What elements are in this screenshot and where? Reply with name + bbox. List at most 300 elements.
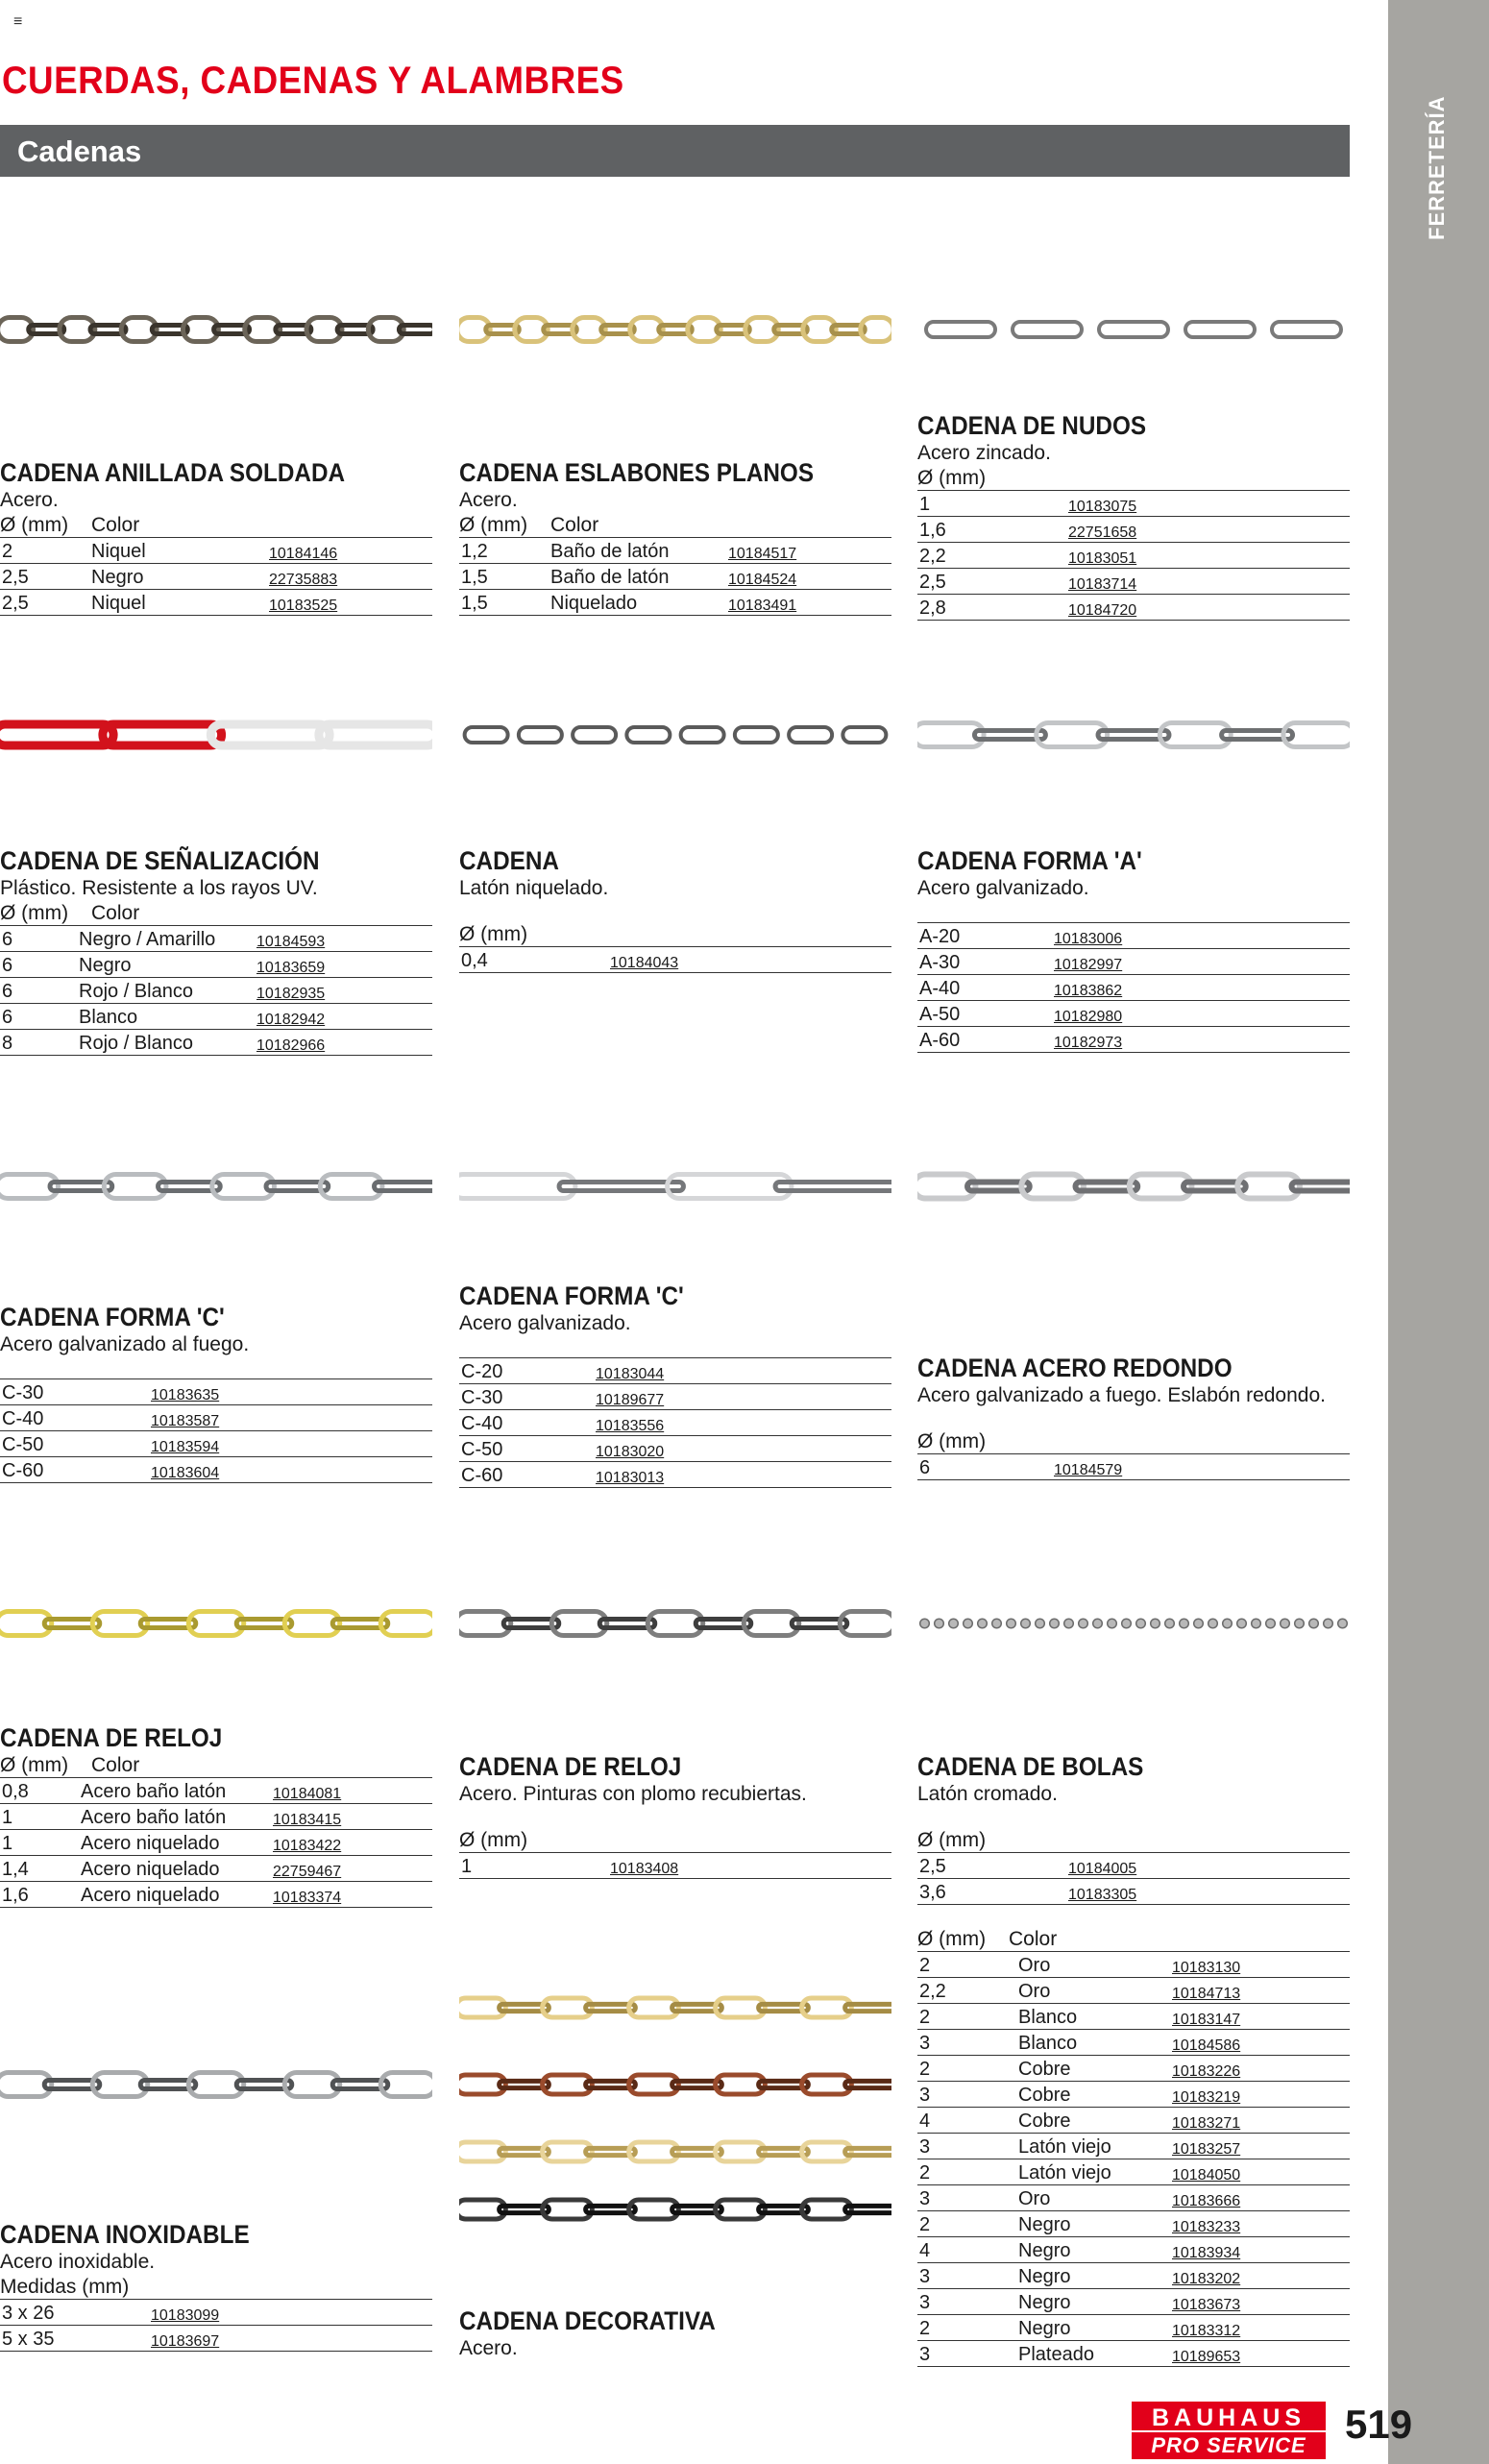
article-code: 10183051 — [1066, 543, 1350, 569]
product-table — [917, 1453, 1350, 1480]
menu-icon[interactable]: ≡ — [13, 13, 23, 30]
table-header-cell: Ø (mm) — [459, 923, 528, 945]
table-cell: Oro — [1016, 1978, 1170, 2004]
chain-link — [1266, 1619, 1276, 1628]
chain-link — [935, 1619, 944, 1628]
table-row — [917, 949, 1350, 975]
table-cell: 1 — [917, 491, 1066, 517]
table-cell: 2 — [0, 538, 89, 564]
table-row — [917, 491, 1350, 517]
table-row — [0, 1804, 432, 1830]
table-cell: Blanco — [1016, 2030, 1170, 2056]
product-block — [0, 2219, 432, 2352]
table-row — [0, 2300, 432, 2326]
table-cell: Acero niquelado — [79, 1882, 271, 1908]
table-cell: Negro — [1016, 2289, 1170, 2315]
article-code: 10183666 — [1170, 2185, 1350, 2211]
table-row — [917, 1879, 1350, 1905]
table-cell: Negro — [1016, 2237, 1170, 2263]
table-cell: Latón viejo — [1016, 2159, 1170, 2185]
chain-link — [1252, 1619, 1261, 1628]
table-cell: 3 — [917, 2185, 1016, 2211]
table-header-cell: Ø (mm) — [917, 1829, 987, 1851]
chain-image-reloj-pintada — [459, 1599, 891, 1647]
article-code: 10182942 — [255, 1004, 432, 1030]
article-code: 10184586 — [1170, 2030, 1350, 2056]
product-description: Acero galvanizado al fuego. — [0, 1333, 250, 1355]
table-row — [0, 564, 432, 590]
table-row — [0, 978, 432, 1004]
product-title: CADENA DE SEÑALIZACIÓN — [0, 846, 320, 875]
chain-link — [1165, 1619, 1175, 1628]
table-row — [0, 1431, 432, 1457]
table-cell: Cobre — [1016, 2108, 1170, 2134]
product-block — [0, 1302, 432, 1483]
table-cell: 1,6 — [0, 1882, 79, 1908]
product-block — [459, 845, 891, 973]
table-cell: 2 — [917, 1952, 1016, 1978]
product-block — [917, 1353, 1350, 1480]
product-description: Plástico. Resistente a los rayos UV. — [0, 877, 318, 899]
table-row — [459, 1462, 891, 1488]
table-cell: Oro — [1016, 2185, 1170, 2211]
spacer — [459, 1807, 891, 1828]
table-cell: 8 — [0, 1030, 77, 1056]
table-row — [917, 2237, 1350, 2263]
article-code: 10182966 — [255, 1030, 432, 1056]
table-cell: 1,5 — [459, 564, 549, 590]
table-cell: 1,4 — [0, 1856, 79, 1882]
chain-graphic — [459, 1599, 891, 1647]
spacer — [917, 1408, 1350, 1429]
chain-image-forma-a — [917, 711, 1350, 759]
product-block — [0, 845, 432, 1056]
table-cell: 2,5 — [917, 569, 1066, 595]
table-cell: C-20 — [459, 1358, 594, 1384]
article-code: 10189653 — [1170, 2341, 1350, 2367]
chain-link — [1122, 1619, 1132, 1628]
table-cell: A-50 — [917, 1001, 1052, 1027]
article-code: 10184005 — [1066, 1853, 1350, 1879]
article-code: 10182980 — [1052, 1001, 1350, 1027]
chain-link — [1036, 1619, 1045, 1628]
chain-link — [681, 727, 724, 743]
chain-graphic — [917, 1162, 1350, 1210]
table-cell: 3 x 26 — [0, 2300, 149, 2326]
table-header — [917, 1429, 1350, 1453]
product-block — [459, 1281, 891, 1488]
product-description: Acero galvanizado a fuego. Eslabón redondo. — [917, 1384, 1326, 1406]
table-row — [0, 1030, 432, 1056]
table-cell: Latón viejo — [1016, 2134, 1170, 2159]
table-row — [917, 2263, 1350, 2289]
product-title: CADENA INOXIDABLE — [0, 2220, 250, 2249]
table-row — [917, 1001, 1350, 1027]
article-code: 10183374 — [271, 1882, 432, 1908]
article-code: 10184720 — [1066, 595, 1350, 621]
article-code: 22751658 — [1066, 517, 1350, 543]
table-cell: 3 — [917, 2082, 1016, 2108]
article-code: 10189677 — [594, 1384, 891, 1410]
chain-link — [103, 724, 222, 745]
product-description: Acero. Pinturas con plomo recubiertas. — [459, 1783, 807, 1805]
product-title: CADENA — [459, 846, 559, 875]
table-header-cell: Color — [550, 514, 599, 536]
article-code: 10183233 — [1170, 2211, 1350, 2237]
table-header — [917, 1828, 1350, 1852]
table-row — [459, 1853, 891, 1879]
table-cell: Acero niquelado — [79, 1856, 271, 1882]
chain-link — [1208, 1619, 1218, 1628]
table-row — [0, 952, 432, 978]
table-header-cell: Ø (mm) — [459, 514, 528, 536]
table-cell: 3 — [917, 2341, 1016, 2367]
article-code: 10183862 — [1052, 975, 1350, 1001]
chain-link — [519, 727, 562, 743]
article-code: 10183147 — [1170, 2004, 1350, 2030]
table-header — [459, 1828, 891, 1852]
table-row — [459, 1410, 891, 1436]
table-cell: 6 — [0, 952, 77, 978]
table-cell: 5 x 35 — [0, 2326, 149, 2352]
chain-link — [926, 322, 995, 337]
table-header-cell: Ø (mm) — [917, 467, 987, 489]
table-cell: Niquelado — [549, 590, 726, 616]
table-cell: 6 — [0, 926, 77, 952]
article-code: 10183312 — [1170, 2315, 1350, 2341]
chain-link — [0, 724, 113, 745]
chain-image-eslabones-planos — [459, 305, 891, 354]
article-code: 10183525 — [267, 590, 432, 616]
table-cell: 1 — [0, 1830, 79, 1856]
table-row — [0, 1457, 432, 1483]
chain-link — [1237, 1619, 1247, 1628]
table-row — [917, 2134, 1350, 2159]
chain-link — [735, 727, 778, 743]
article-code: 10184593 — [255, 926, 432, 952]
spacer — [917, 901, 1350, 922]
chain-link — [319, 724, 432, 745]
product-table — [0, 925, 432, 1056]
chain-link — [1050, 1619, 1060, 1628]
chain-link — [1099, 322, 1168, 337]
table-row — [459, 538, 891, 564]
table-cell: Negro — [89, 564, 267, 590]
table-header-cell: Ø (mm) — [917, 1928, 987, 1950]
article-code: 10182997 — [1052, 949, 1350, 975]
chain-graphic — [917, 1599, 1350, 1647]
table-header-cell: Ø (mm) — [917, 1430, 987, 1452]
table-header — [459, 513, 891, 537]
table-cell: Negro — [1016, 2211, 1170, 2237]
chain-link — [920, 1619, 930, 1628]
table-row — [917, 2211, 1350, 2237]
article-code: 10184081 — [271, 1778, 432, 1804]
article-code: 10183408 — [608, 1853, 891, 1879]
table-row — [459, 1384, 891, 1410]
chain-graphic — [459, 2133, 891, 2171]
product-title: CADENA DE RELOJ — [0, 1723, 223, 1752]
spacer — [459, 901, 891, 922]
table-row — [459, 1358, 891, 1384]
product-table — [459, 1852, 891, 1879]
article-code: 10183202 — [1170, 2263, 1350, 2289]
chain-link — [1180, 1619, 1189, 1628]
chain-link — [1272, 322, 1341, 337]
chain-link — [1093, 1619, 1103, 1628]
product-title: CADENA DE RELOJ — [459, 1752, 682, 1781]
product-table — [917, 490, 1350, 621]
table-header — [917, 1927, 1350, 1951]
product-table — [917, 922, 1350, 1053]
table-cell: Cobre — [1016, 2056, 1170, 2082]
product-title: CADENA FORMA 'C' — [0, 1303, 225, 1331]
table-row — [459, 947, 891, 973]
article-code: 10183305 — [1066, 1879, 1350, 1905]
table-cell: C-50 — [0, 1431, 149, 1457]
table-row — [917, 1853, 1350, 1879]
chain-link — [1007, 1619, 1016, 1628]
product-description: Acero galvanizado. — [917, 877, 1089, 899]
section-title: Cadenas — [17, 134, 142, 168]
table-cell: 0,4 — [459, 947, 608, 973]
chain-image-decorativa-negro — [459, 2190, 891, 2229]
chain-link — [210, 724, 330, 745]
product-description: Acero. — [459, 489, 518, 511]
article-code: 10183020 — [594, 1436, 891, 1462]
article-code: 10183415 — [271, 1804, 432, 1830]
page-number: 519 — [1345, 2402, 1413, 2447]
table-cell: 3 — [917, 2134, 1016, 2159]
table-row — [917, 2341, 1350, 2367]
chain-graphic — [459, 1988, 891, 2027]
product-title: CADENA ACERO REDONDO — [917, 1354, 1233, 1382]
product-block — [917, 1927, 1350, 2367]
table-row — [917, 923, 1350, 949]
table-cell: 1 — [0, 1804, 79, 1830]
product-table — [917, 1852, 1350, 1905]
table-cell: C-30 — [459, 1384, 594, 1410]
article-code: 22735883 — [267, 564, 432, 590]
chain-link — [1151, 1619, 1160, 1628]
article-code: 10184146 — [267, 538, 432, 564]
table-row — [917, 1027, 1350, 1053]
table-cell: A-30 — [917, 949, 1052, 975]
table-cell: 6 — [917, 1454, 1052, 1480]
table-cell: Negro — [77, 952, 255, 978]
table-cell: C-30 — [0, 1379, 149, 1405]
article-code: 10183013 — [594, 1462, 891, 1488]
article-code: 10183006 — [1052, 923, 1350, 949]
product-description: Acero. — [459, 2337, 518, 2359]
article-code: 10183271 — [1170, 2108, 1350, 2134]
table-row — [917, 2004, 1350, 2030]
product-table — [917, 1951, 1350, 2367]
table-row — [0, 1004, 432, 1030]
table-header — [0, 1753, 432, 1777]
table-header-cell: Ø (mm) — [0, 902, 69, 924]
table-row — [917, 2315, 1350, 2341]
article-code: 10182973 — [1052, 1027, 1350, 1053]
table-row — [917, 2159, 1350, 2185]
table-header — [0, 513, 432, 537]
table-cell: A-60 — [917, 1027, 1052, 1053]
table-row — [917, 1952, 1350, 1978]
product-block — [0, 1722, 432, 1908]
article-code: 10183556 — [594, 1410, 891, 1436]
table-cell: 2,5 — [0, 564, 89, 590]
product-title: CADENA DE BOLAS — [917, 1752, 1144, 1781]
table-cell: Niquel — [89, 590, 267, 616]
chain-image-decorativa-cobre — [459, 2065, 891, 2104]
chain-link — [992, 1619, 1002, 1628]
article-code: 10184050 — [1170, 2159, 1350, 2185]
table-cell: Acero baño latón — [79, 1804, 271, 1830]
table-cell: 3 — [917, 2030, 1016, 2056]
chain-graphic — [0, 711, 432, 759]
table-header-cell: Color — [91, 1754, 140, 1776]
table-cell: Negro — [1016, 2315, 1170, 2341]
article-code: 10184517 — [726, 538, 891, 564]
bauhaus-logo — [1132, 2402, 1326, 2459]
chain-graphic — [459, 711, 891, 759]
chain-link — [1013, 322, 1082, 337]
table-row — [917, 2185, 1350, 2211]
product-table — [0, 537, 432, 616]
table-row — [917, 2108, 1350, 2134]
spacer — [917, 1807, 1350, 1828]
table-cell: Niquel — [89, 538, 267, 564]
table-cell: C-40 — [0, 1405, 149, 1431]
product-description: Latón niquelado. — [459, 877, 609, 899]
product-table — [459, 1357, 891, 1488]
table-header-cell: Ø (mm) — [459, 1829, 528, 1851]
product-description: Acero. — [0, 489, 59, 511]
table-cell: Negro / Amarillo — [77, 926, 255, 952]
table-header — [0, 901, 432, 925]
table-row — [917, 2056, 1350, 2082]
chain-graphic — [459, 2190, 891, 2229]
chain-link — [1324, 1619, 1333, 1628]
product-table — [0, 1777, 432, 1908]
product-table — [0, 1378, 432, 1483]
table-row — [917, 2289, 1350, 2315]
article-code: 10183714 — [1066, 569, 1350, 595]
table-cell: C-60 — [459, 1462, 594, 1488]
table-cell: A-40 — [917, 975, 1052, 1001]
table-header-cell: Color — [1009, 1928, 1058, 1950]
table-cell: 2 — [917, 2056, 1016, 2082]
table-cell: 2 — [917, 2004, 1016, 2030]
article-code: 10183130 — [1170, 1952, 1350, 1978]
table-cell: 6 — [0, 1004, 77, 1030]
table-cell: 1 — [459, 1853, 608, 1879]
table-cell: 2,2 — [917, 1978, 1016, 2004]
chain-image-bolas — [917, 1599, 1350, 1647]
article-code: 10183604 — [149, 1457, 432, 1483]
table-row — [0, 538, 432, 564]
product-block — [459, 1751, 891, 1879]
table-cell: 3 — [917, 2289, 1016, 2315]
product-title: CADENA DE NUDOS — [917, 411, 1147, 440]
table-cell: 6 — [0, 978, 77, 1004]
article-code: 10183219 — [1170, 2082, 1350, 2108]
table-row — [0, 2326, 432, 2352]
table-cell: Rojo / Blanco — [77, 978, 255, 1004]
table-row — [0, 1405, 432, 1431]
product-description: Acero inoxidable. — [0, 2251, 156, 2273]
table-row — [917, 2082, 1350, 2108]
article-code: 10182935 — [255, 978, 432, 1004]
article-code: 10183075 — [1066, 491, 1350, 517]
chain-link — [1295, 1619, 1305, 1628]
chain-image-forma-c-fuego — [0, 1162, 432, 1210]
chain-image-inoxidable — [0, 2061, 432, 2109]
chain-link — [1223, 1619, 1233, 1628]
product-title: CADENA FORMA 'C' — [459, 1281, 684, 1310]
chain-graphic — [459, 305, 891, 354]
article-code: 10183099 — [149, 2300, 432, 2326]
chain-graphic — [0, 1599, 432, 1647]
table-row — [0, 926, 432, 952]
table-cell: C-60 — [0, 1457, 149, 1483]
product-title: CADENA ANILLADA SOLDADA — [0, 458, 346, 487]
table-header — [459, 922, 891, 946]
table-cell: C-50 — [459, 1436, 594, 1462]
article-code: 10183226 — [1170, 2056, 1350, 2082]
chain-graphic — [0, 2061, 432, 2109]
section-bar — [0, 125, 1350, 177]
table-cell: C-40 — [459, 1410, 594, 1436]
table-row — [917, 1454, 1350, 1480]
chain-image-decorativa-laton — [459, 2133, 891, 2171]
chain-image-decorativa-oro — [459, 1988, 891, 2027]
table-row — [0, 1830, 432, 1856]
table-row — [0, 590, 432, 616]
table-cell: 2,8 — [917, 595, 1066, 621]
table-cell: Oro — [1016, 1952, 1170, 1978]
chain-link — [559, 1183, 683, 1191]
chain-link — [964, 1619, 973, 1628]
article-code: 10183635 — [149, 1379, 432, 1405]
table-cell: 3 — [917, 2263, 1016, 2289]
table-row — [459, 1436, 891, 1462]
chain-image-nudos — [917, 305, 1350, 354]
side-category-label: FERRETERÍA — [1425, 95, 1449, 240]
chain-link — [978, 1619, 988, 1628]
table-row — [917, 517, 1350, 543]
table-cell: Acero baño latón — [79, 1778, 271, 1804]
product-block — [0, 457, 432, 616]
chain-link — [465, 727, 508, 743]
article-code: 10183673 — [1170, 2289, 1350, 2315]
chain-link — [1021, 1619, 1031, 1628]
chain-link — [949, 1619, 959, 1628]
logo-top-text: BAUHAUS — [1132, 2402, 1326, 2430]
table-cell: 2,5 — [917, 1853, 1066, 1879]
chain-image-acero-redondo — [917, 1162, 1350, 1210]
spacer — [459, 1336, 891, 1357]
table-row — [917, 543, 1350, 569]
table-cell: 2,5 — [0, 590, 89, 616]
table-header — [0, 2275, 432, 2299]
table-row — [917, 2030, 1350, 2056]
table-cell: 2 — [917, 2315, 1016, 2341]
table-cell: Baño de latón — [549, 564, 726, 590]
article-code: 10183422 — [271, 1830, 432, 1856]
logo-bottom-text: PRO SERVICE — [1132, 2432, 1326, 2459]
table-cell: 2 — [917, 2159, 1016, 2185]
